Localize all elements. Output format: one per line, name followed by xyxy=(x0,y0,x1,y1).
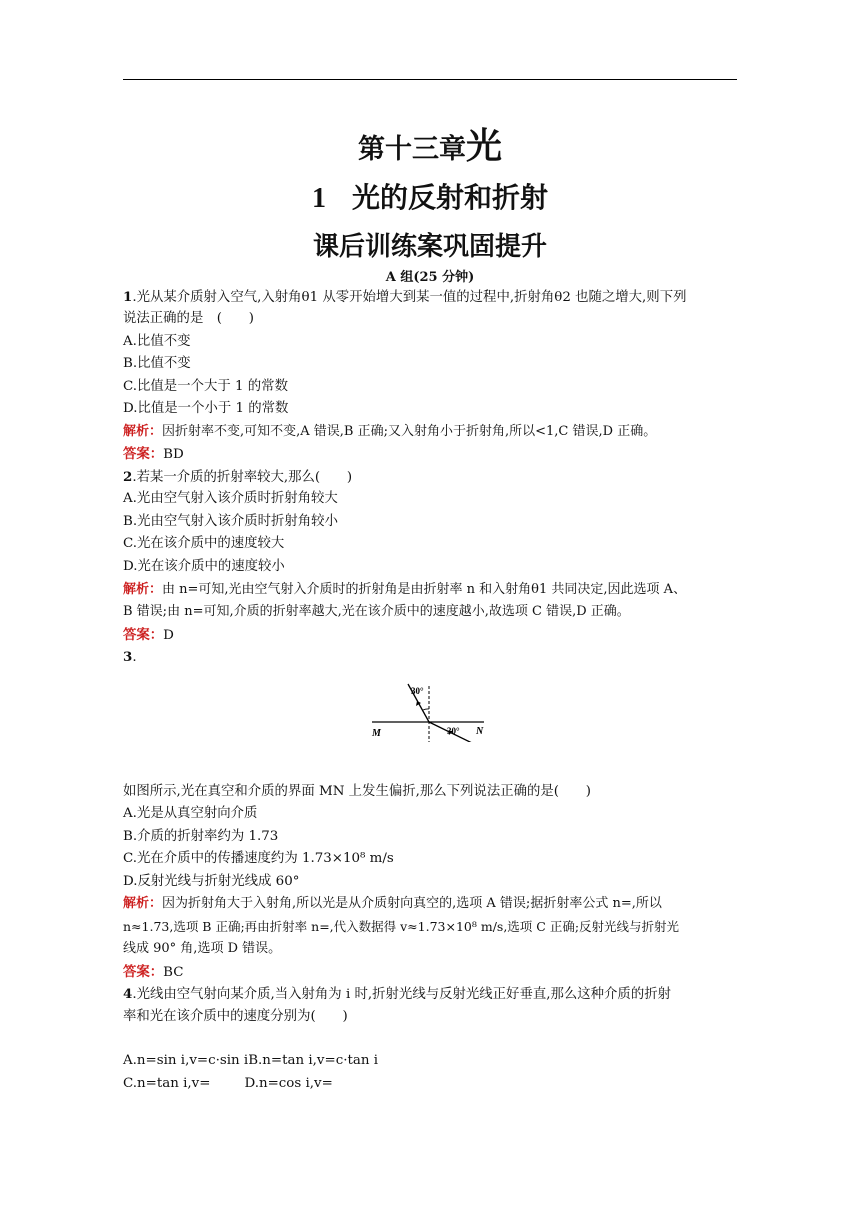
section-number: 1 xyxy=(311,183,326,214)
q1-option-c: C.比值是一个大于 1 的常数 xyxy=(123,379,288,394)
q3-option-d: D.反射光线与折射光线成 60° xyxy=(123,874,300,889)
q3-analysis-line1: 解析：因为折射角大于入射角,所以光是从介质射向真空的,选项 A 错误;据折射率公式 n=,所以 xyxy=(123,896,662,911)
chapter-prefix: 第十三章 xyxy=(357,134,466,165)
label-m: M xyxy=(372,728,381,739)
subtitle: 课后训练案巩固提升 xyxy=(312,232,547,262)
group-label: A 组(25 分钟) xyxy=(385,270,475,285)
q2-analysis-line1: 解析：由 n=可知,光由空气射入介质时的折射角是由折射率 n 和入射角θ1 共同决定,因此选项 A、 xyxy=(123,582,687,597)
q4-option-c: C.n=tan i,v= xyxy=(123,1076,211,1091)
section-name: 光的反射和折射 xyxy=(351,181,548,214)
section-title xyxy=(0,176,860,216)
angle-arc-top xyxy=(423,709,429,710)
q3-option-c: C.光在介质中的传播速度约为 1.73×10⁸ m/s xyxy=(123,851,394,866)
chapter-big: 光 xyxy=(465,126,502,167)
q1-answer: 答案：BD xyxy=(123,446,184,462)
q4-stem-line1: 4.光线由空气射向某介质,当入射角为 i 时,折射光线与反射光线正好垂直,那么这种介质的折射 xyxy=(123,986,671,1002)
q2-option-a: A.光由空气射入该介质时折射角较大 xyxy=(123,491,338,506)
q4-stem-line2: 率和光在该介质中的速度分别为( ) xyxy=(123,1009,348,1024)
q1-stem-line2: 说法正确的是 ( ) xyxy=(123,311,254,326)
q3-option-b: B.介质的折射率约为 1.73 xyxy=(123,829,279,844)
refraction-diagram xyxy=(368,680,488,742)
q3-option-a: A.光是从真空射向介质 xyxy=(123,806,258,821)
q3-stem: 如图所示,光在真空和介质的界面 MN 上发生偏折,那么下列说法正确的是( ) xyxy=(123,784,592,799)
angle-label-right: 30° xyxy=(447,726,460,736)
q1-stem-line1: 1.光从某介质射入空气,入射角θ1 从零开始增大到某一值的过程中,折射角θ2 也随之增大,则下列 xyxy=(123,289,687,305)
q4-options-ab: A.n=sin i,v=c·sin iB.n=tan i,v=c·tan i xyxy=(123,1053,378,1068)
q4-option-d: D.n=cos i,v= xyxy=(244,1076,333,1091)
q3-number: 3. xyxy=(123,649,137,665)
q2-stem: 2.若某一介质的折射率较大,那么( ) xyxy=(123,469,353,485)
q1-option-d: D.比值是一个小于 1 的常数 xyxy=(123,401,289,416)
q3-analysis-line2: n≈1.73,选项 B 正确;再由折射率 n=,代入数据得 v≈1.73×10⁸ m/s,选项 C 正确;反射光线与折射光 xyxy=(123,919,680,934)
q2-option-d: D.光在该介质中的速度较小 xyxy=(123,559,285,574)
q1-option-b: B.比值不变 xyxy=(123,356,191,371)
q3-analysis-line3: 线成 90° 角,选项 D 错误。 xyxy=(123,941,282,956)
q4-number: 4 xyxy=(123,986,133,1002)
q3-answer: 答案：BC xyxy=(123,964,184,980)
label-n: N xyxy=(476,726,484,737)
q1-option-a: A.比值不变 xyxy=(123,334,191,349)
header-rule xyxy=(123,79,737,80)
q2-option-b: B.光由空气射入该介质时折射角较小 xyxy=(123,514,338,529)
q1-analysis: 解析：因折射率不变,可知不变,A 错误,B 正确;又入射角小于折射角,所以<1,C 错误,D 正确。 xyxy=(123,424,657,439)
q2-number: 2 xyxy=(123,469,133,485)
q2-option-c: C.光在该介质中的速度较大 xyxy=(123,536,285,551)
q2-analysis-line2: B 错误;由 n=可知,介质的折射率越大,光在该介质中的速度越小,故选项 C 错误,D 正确。 xyxy=(123,604,630,619)
q1-number: 1 xyxy=(123,289,133,305)
q4-options-cd xyxy=(123,1074,743,1094)
angle-label-top: 30° xyxy=(411,686,424,696)
q2-answer: 答案：D xyxy=(123,627,174,643)
chapter-title xyxy=(0,118,860,169)
